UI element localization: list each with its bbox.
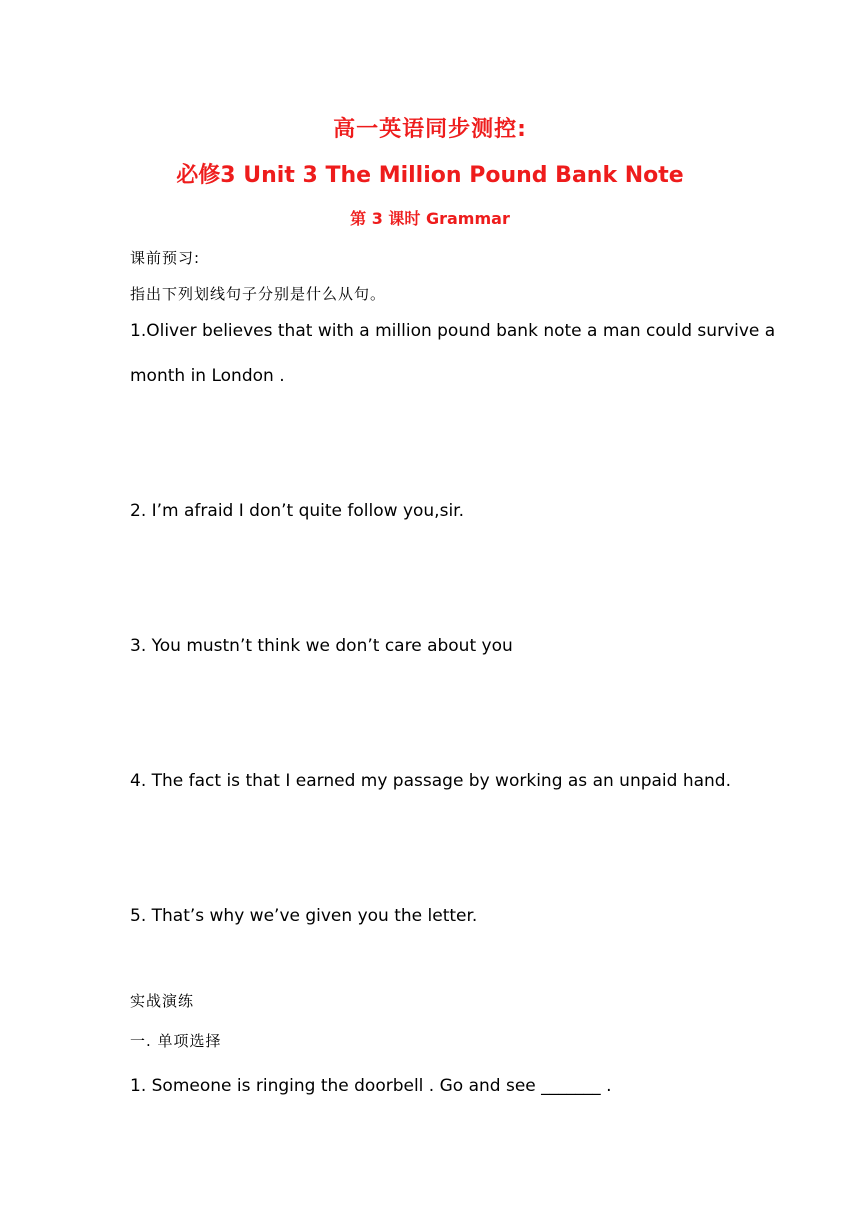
lesson-title: 第 3 课时 Grammar bbox=[350, 209, 510, 228]
practice-item-1: 1. Someone is ringing the doorbell . Go and see _______ . bbox=[130, 1076, 612, 1096]
practice-section-title: 一. 单项选择 bbox=[130, 1032, 222, 1050]
practice-heading: 实战演练 bbox=[130, 992, 195, 1010]
preview-item-1-line-2: month in London . bbox=[130, 366, 285, 386]
preview-instruction: 指出下列划线句子分别是什么从句。 bbox=[130, 285, 387, 303]
unit-title: 必修3 Unit 3 The Million Pound Bank Note bbox=[176, 163, 684, 188]
preview-item-4: 4. The fact is that I earned my passage by working as an unpaid hand. bbox=[130, 771, 732, 791]
preview-heading: 课前预习: bbox=[130, 249, 201, 267]
preview-item-2: 2. I’m afraid I don’t quite follow you,sir. bbox=[130, 501, 464, 521]
page-title: 高一英语同步测控: bbox=[333, 117, 527, 142]
preview-item-3: 3. You mustn’t think we don’t care about you bbox=[130, 636, 513, 656]
preview-item-5: 5. That’s why we’ve given you the letter. bbox=[130, 906, 478, 926]
preview-item-1-line-1: 1.Oliver believes that with a million pound bank note a man could survive a bbox=[130, 321, 776, 341]
